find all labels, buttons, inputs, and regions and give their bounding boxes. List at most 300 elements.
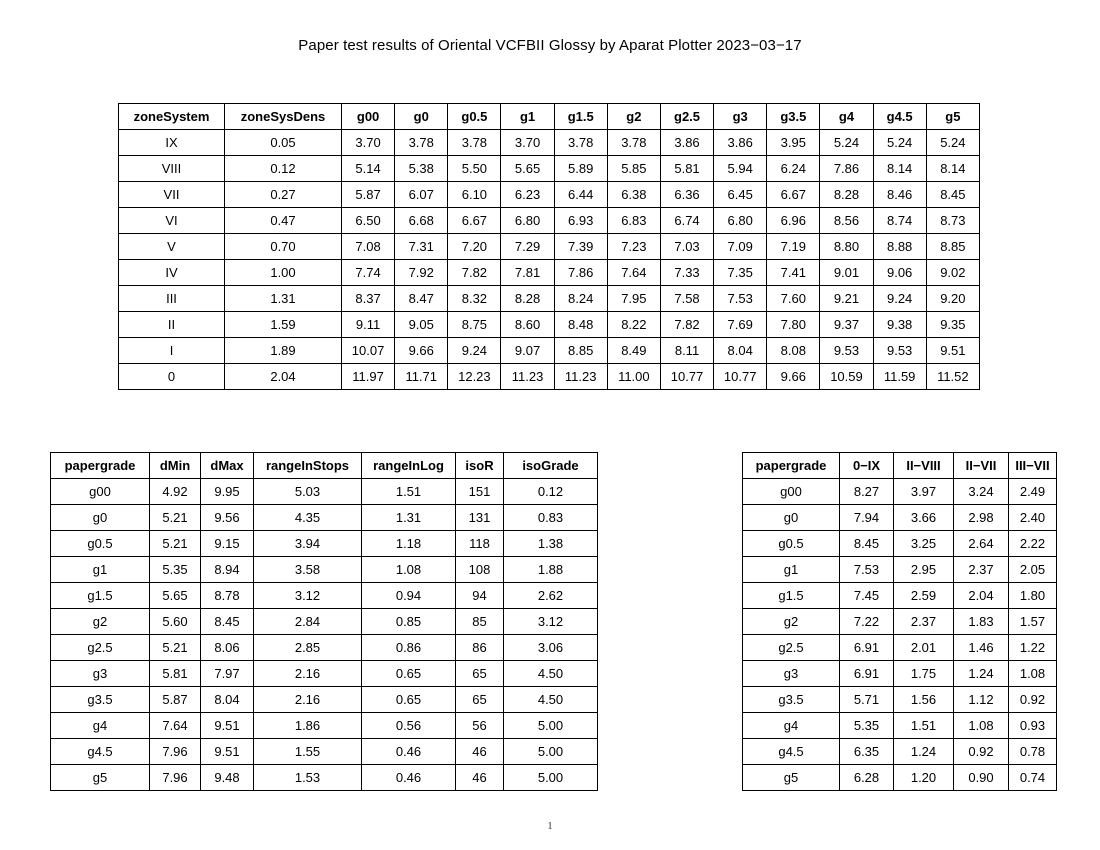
zone_table-cell: 8.04	[714, 338, 767, 364]
zone_table-cell: 7.86	[820, 156, 873, 182]
zone_table-cell: 8.48	[554, 312, 607, 338]
zone_range_table-cell: 3.97	[894, 479, 954, 505]
zone_table-cell: 9.35	[926, 312, 979, 338]
grade_table-cell: 0.94	[362, 583, 456, 609]
zone_range_table-cell: g2	[743, 609, 840, 635]
grade_table-cell: 2.16	[254, 687, 362, 713]
zone_range_table-row	[743, 661, 1057, 687]
grade_table-cell: 5.65	[150, 583, 201, 609]
zone_table-cell: 10.07	[342, 338, 395, 364]
zone_range_table-row	[743, 479, 1057, 505]
zone_table-cell: 5.38	[395, 156, 448, 182]
zone_table-cell: III	[119, 286, 225, 312]
zone_range_table-row	[743, 531, 1057, 557]
grade_table-cell: g2.5	[51, 635, 150, 661]
zone_table-cell: 6.83	[607, 208, 660, 234]
grade_table-cell: 4.92	[150, 479, 201, 505]
zone_table-row	[119, 364, 980, 390]
zone-system-density-table	[118, 103, 980, 390]
grade_table-cell: 7.96	[150, 739, 201, 765]
zone_range_table-cell: 8.27	[840, 479, 894, 505]
zone_table-cell: 9.66	[395, 338, 448, 364]
zone_range_table-cell: 0.90	[954, 765, 1009, 791]
grade_table-cell: 9.48	[201, 765, 254, 791]
grade_table-cell: g5	[51, 765, 150, 791]
zone_range_table-cell: 1.08	[954, 713, 1009, 739]
zone_table-cell: 3.70	[501, 130, 554, 156]
zone_table-cell: 9.20	[926, 286, 979, 312]
zone_table-cell: 7.41	[767, 260, 820, 286]
zone_range_table-cell: 1.51	[894, 713, 954, 739]
grade_table-cell: 4.50	[504, 661, 598, 687]
zone_table-cell: 9.24	[873, 286, 926, 312]
zone_range_table-cell: 5.71	[840, 687, 894, 713]
grade_table-cell: 5.60	[150, 609, 201, 635]
zone_table-cell: 6.67	[448, 208, 501, 234]
zone_table-cell: 7.29	[501, 234, 554, 260]
grade_table-row	[51, 765, 598, 791]
zone_table-header-cell: g3.5	[767, 104, 820, 130]
zone_table-cell: 8.47	[395, 286, 448, 312]
zone_range_table-cell: g2.5	[743, 635, 840, 661]
zone_table-cell: VIII	[119, 156, 225, 182]
zone_range_table-cell: 1.57	[1009, 609, 1057, 635]
grade_table-cell: 8.94	[201, 557, 254, 583]
grade_table-header-cell: isoR	[456, 453, 504, 479]
zone_table-cell: V	[119, 234, 225, 260]
zone_range_table-cell: 3.66	[894, 505, 954, 531]
zone_table-cell: 7.69	[714, 312, 767, 338]
grade_table-cell: 1.51	[362, 479, 456, 505]
grade_table-cell: 3.94	[254, 531, 362, 557]
zone_table-header-cell: g4	[820, 104, 873, 130]
zone_table-cell: 7.95	[607, 286, 660, 312]
zone_range_table-cell: 1.22	[1009, 635, 1057, 661]
grade_table-cell: 108	[456, 557, 504, 583]
zone_table-cell: VII	[119, 182, 225, 208]
zone_table-header-cell: g1	[501, 104, 554, 130]
grade_table-cell: 5.21	[150, 635, 201, 661]
zone_table-cell: 7.09	[714, 234, 767, 260]
zone_table-cell: IX	[119, 130, 225, 156]
zone_range_table-cell: 0.93	[1009, 713, 1057, 739]
zone_table-cell: 8.22	[607, 312, 660, 338]
zone_table-cell: 7.86	[554, 260, 607, 286]
zone_table-cell: 8.28	[820, 182, 873, 208]
grade_table-cell: 5.00	[504, 765, 598, 791]
zone_table-header-cell: g2	[607, 104, 660, 130]
grade_table-cell: 0.85	[362, 609, 456, 635]
grade_table-cell: g0.5	[51, 531, 150, 557]
zone_table-cell: 5.24	[926, 130, 979, 156]
zone_range_table-cell: 2.64	[954, 531, 1009, 557]
zone_table-cell: 6.80	[714, 208, 767, 234]
zone_table-cell: 11.59	[873, 364, 926, 390]
grade_table-cell: g3	[51, 661, 150, 687]
zone_table-cell: 6.23	[501, 182, 554, 208]
zone_table-cell: 8.28	[501, 286, 554, 312]
zone_table-cell: 3.78	[395, 130, 448, 156]
grade_table-cell: 9.15	[201, 531, 254, 557]
zone_range_table-cell: 8.45	[840, 531, 894, 557]
zone_table-cell: 8.80	[820, 234, 873, 260]
zone_table-header-cell: g0	[395, 104, 448, 130]
zone_table-cell: 9.53	[873, 338, 926, 364]
zone_range_table-cell: g0.5	[743, 531, 840, 557]
grade_table-row	[51, 609, 598, 635]
grade_table-cell: 0.12	[504, 479, 598, 505]
zone_range_table-cell: 0.78	[1009, 739, 1057, 765]
grade_table-row	[51, 713, 598, 739]
grade_table-cell: 46	[456, 739, 504, 765]
zone_table-cell: 2.04	[225, 364, 342, 390]
zone_range_table-cell: 0.92	[1009, 687, 1057, 713]
zone_range_table-cell: 3.25	[894, 531, 954, 557]
zone_range_table-cell: 2.04	[954, 583, 1009, 609]
grade_table-cell: g3.5	[51, 687, 150, 713]
grade_table-header-cell: dMax	[201, 453, 254, 479]
zone_table-cell: 11.97	[342, 364, 395, 390]
grade_table-cell: 3.12	[254, 583, 362, 609]
grade_table-cell: 8.06	[201, 635, 254, 661]
grade_table-cell: 2.62	[504, 583, 598, 609]
zone_table-cell: 9.66	[767, 364, 820, 390]
grade_table-cell: 1.55	[254, 739, 362, 765]
zone_table-cell: 1.89	[225, 338, 342, 364]
grade_table-row	[51, 531, 598, 557]
zone_table-cell: 3.86	[660, 130, 713, 156]
zone_table-cell: 8.08	[767, 338, 820, 364]
grade_table-row	[51, 557, 598, 583]
zone_table-cell: 8.49	[607, 338, 660, 364]
grade_table-cell: 3.12	[504, 609, 598, 635]
grade_table-cell: 65	[456, 687, 504, 713]
grade_table-cell: 3.58	[254, 557, 362, 583]
zone_range_table-row	[743, 635, 1057, 661]
zone_table-row	[119, 338, 980, 364]
zone_table-cell: 11.52	[926, 364, 979, 390]
zone_table-cell: 3.95	[767, 130, 820, 156]
zone_table-cell: 0.70	[225, 234, 342, 260]
zone_table-header-cell: g4.5	[873, 104, 926, 130]
zone_range_table-cell: 7.45	[840, 583, 894, 609]
grade_table-cell: 86	[456, 635, 504, 661]
zone_table-cell: 6.36	[660, 182, 713, 208]
zone_table-header-cell: zoneSysDens	[225, 104, 342, 130]
zone_table-cell: 7.33	[660, 260, 713, 286]
zone_table-cell: 5.89	[554, 156, 607, 182]
zone_range_table-cell: 1.56	[894, 687, 954, 713]
zone_table-cell: 3.70	[342, 130, 395, 156]
zone_table-cell: 9.06	[873, 260, 926, 286]
zone_table-cell: 7.60	[767, 286, 820, 312]
grade_table-cell: 0.46	[362, 765, 456, 791]
grade_table-header-cell: isoGrade	[504, 453, 598, 479]
zone_table-header-cell: zoneSystem	[119, 104, 225, 130]
zone_range_table-header-cell: 0−IX	[840, 453, 894, 479]
zone_table-cell: 6.74	[660, 208, 713, 234]
grade_table-cell: 2.85	[254, 635, 362, 661]
zone_range_table-cell: 7.53	[840, 557, 894, 583]
zone_table-cell: 0.12	[225, 156, 342, 182]
zone_table-cell: II	[119, 312, 225, 338]
zone_table-cell: 7.20	[448, 234, 501, 260]
zone_table-row	[119, 260, 980, 286]
zone_table-row	[119, 208, 980, 234]
grade_table-header-row	[51, 453, 598, 479]
grade_table-cell: 2.16	[254, 661, 362, 687]
zone_range_table-cell: 2.98	[954, 505, 1009, 531]
zone_table-cell: 11.23	[501, 364, 554, 390]
zone_table-row	[119, 156, 980, 182]
zone_table-cell: 9.02	[926, 260, 979, 286]
zone_table-cell: 6.44	[554, 182, 607, 208]
zone_table-cell: 9.11	[342, 312, 395, 338]
grade_table-cell: 8.78	[201, 583, 254, 609]
zone_range_table-cell: 2.95	[894, 557, 954, 583]
grade_table-cell: 5.81	[150, 661, 201, 687]
zone_table-cell: 5.85	[607, 156, 660, 182]
zone_range_table-cell: 1.24	[954, 661, 1009, 687]
grade_table-cell: 46	[456, 765, 504, 791]
grade_table-cell: 1.86	[254, 713, 362, 739]
zone_table-row	[119, 182, 980, 208]
zone_table-cell: 3.78	[554, 130, 607, 156]
zone_table-cell: 7.23	[607, 234, 660, 260]
zone_table-cell: 1.31	[225, 286, 342, 312]
zone_table-cell: 6.10	[448, 182, 501, 208]
zone_table-cell: 5.24	[820, 130, 873, 156]
zone_table-row	[119, 234, 980, 260]
zone_table-cell: 7.64	[607, 260, 660, 286]
zone_table-cell: 3.86	[714, 130, 767, 156]
grade_table-cell: 8.45	[201, 609, 254, 635]
zone_range_table-cell: 7.94	[840, 505, 894, 531]
grade_table-cell: 0.46	[362, 739, 456, 765]
zone_table-cell: 0.47	[225, 208, 342, 234]
zone_table-cell: 8.45	[926, 182, 979, 208]
zone_range_table-cell: 1.12	[954, 687, 1009, 713]
zone_range_table-cell: 1.20	[894, 765, 954, 791]
zone_table-cell: 7.19	[767, 234, 820, 260]
zone_range_table-cell: 6.91	[840, 661, 894, 687]
zone_table-cell: 1.00	[225, 260, 342, 286]
zone_table-cell: 8.75	[448, 312, 501, 338]
zone_table-cell: 3.78	[448, 130, 501, 156]
zone_range_table-header-cell: III−VII	[1009, 453, 1057, 479]
grade_table-cell: 9.56	[201, 505, 254, 531]
zone_table-cell: 6.67	[767, 182, 820, 208]
zone_table-cell: 9.38	[873, 312, 926, 338]
zone_table-cell: 0.05	[225, 130, 342, 156]
grade_table-cell: 5.35	[150, 557, 201, 583]
zone_table-cell: 5.50	[448, 156, 501, 182]
grade_table-cell: 0.83	[504, 505, 598, 531]
zone_table-cell: 11.71	[395, 364, 448, 390]
zone_range_table-row	[743, 713, 1057, 739]
grade_table-cell: 118	[456, 531, 504, 557]
grade_table-cell: 1.08	[362, 557, 456, 583]
zone_range_table-cell: g4	[743, 713, 840, 739]
zone_table-cell: 6.24	[767, 156, 820, 182]
grade_table-cell: 4.50	[504, 687, 598, 713]
zone_table-row	[119, 286, 980, 312]
zone_table-cell: 8.60	[501, 312, 554, 338]
zone_table-cell: 8.74	[873, 208, 926, 234]
zone_table-cell: 8.46	[873, 182, 926, 208]
grade_table-cell: 0.56	[362, 713, 456, 739]
grade_table-cell: 9.51	[201, 713, 254, 739]
zone_range_table-cell: 1.08	[1009, 661, 1057, 687]
zone_table-cell: 8.85	[554, 338, 607, 364]
zone_table-cell: 7.74	[342, 260, 395, 286]
grade_table-cell: 151	[456, 479, 504, 505]
grade_table-cell: 1.31	[362, 505, 456, 531]
zone_range_table-cell: g1.5	[743, 583, 840, 609]
zone_table-cell: VI	[119, 208, 225, 234]
grade_table-cell: 56	[456, 713, 504, 739]
zone_table-cell: 5.87	[342, 182, 395, 208]
zone_range_table-cell: 6.35	[840, 739, 894, 765]
grade_table-cell: g00	[51, 479, 150, 505]
zone_table-cell: 8.32	[448, 286, 501, 312]
zone_range_table-cell: 2.40	[1009, 505, 1057, 531]
zone_range_table-cell: 2.01	[894, 635, 954, 661]
zone_range_table-cell: 2.05	[1009, 557, 1057, 583]
zone_range_table-cell: 1.80	[1009, 583, 1057, 609]
zone_table-cell: 7.35	[714, 260, 767, 286]
grade_table-cell: 4.35	[254, 505, 362, 531]
zone_table-cell: 6.07	[395, 182, 448, 208]
zone_table-cell: 5.94	[714, 156, 767, 182]
zone_table-cell: 5.24	[873, 130, 926, 156]
zone_range_table-cell: 1.24	[894, 739, 954, 765]
zone_range_table-cell: 1.46	[954, 635, 1009, 661]
zone_range_table-cell: 1.75	[894, 661, 954, 687]
grade_table-header-cell: rangeInLog	[362, 453, 456, 479]
zone_table-cell: 7.53	[714, 286, 767, 312]
paper-grade-range-table	[50, 452, 598, 791]
zone_range_table-header-cell: II−VII	[954, 453, 1009, 479]
zone_table-cell: 0	[119, 364, 225, 390]
zone_table-cell: 9.07	[501, 338, 554, 364]
zone_table-cell: 7.92	[395, 260, 448, 286]
grade_table-cell: 8.04	[201, 687, 254, 713]
zone_table-cell: 6.96	[767, 208, 820, 234]
zone_table-cell: 0.27	[225, 182, 342, 208]
grade_table-cell: g0	[51, 505, 150, 531]
zone_table-cell: IV	[119, 260, 225, 286]
zone_table-cell: 9.51	[926, 338, 979, 364]
zone_table-cell: I	[119, 338, 225, 364]
grade_table-header-cell: dMin	[150, 453, 201, 479]
zone_table-cell: 8.11	[660, 338, 713, 364]
zone_range_table-cell: 5.35	[840, 713, 894, 739]
zone_table-cell: 7.82	[448, 260, 501, 286]
zone_table-cell: 7.31	[395, 234, 448, 260]
zone_range_table-row	[743, 557, 1057, 583]
grade_table-cell: 5.00	[504, 713, 598, 739]
zone_table-cell: 8.14	[873, 156, 926, 182]
zone_table-cell: 3.78	[607, 130, 660, 156]
zone_table-cell: 12.23	[448, 364, 501, 390]
grade_table-cell: 5.87	[150, 687, 201, 713]
grade_table-cell: 85	[456, 609, 504, 635]
grade_table-cell: 1.53	[254, 765, 362, 791]
zone_table-header-cell: g0.5	[448, 104, 501, 130]
grade_table-cell: 7.97	[201, 661, 254, 687]
zone_table-cell: 5.65	[501, 156, 554, 182]
zone_range_table-cell: g3	[743, 661, 840, 687]
zone_range_table-cell: g3.5	[743, 687, 840, 713]
zone_table-cell: 8.88	[873, 234, 926, 260]
zone_table-cell: 9.05	[395, 312, 448, 338]
grade_table-cell: 2.84	[254, 609, 362, 635]
zone_range_table-cell: 2.59	[894, 583, 954, 609]
zone_table-cell: 11.23	[554, 364, 607, 390]
grade_table-cell: 0.65	[362, 661, 456, 687]
zone_table-cell: 8.37	[342, 286, 395, 312]
zone_table-header-row	[119, 104, 980, 130]
zone_range_table-header-cell: II−VIII	[894, 453, 954, 479]
zone_table-cell: 7.58	[660, 286, 713, 312]
zone_table-row	[119, 130, 980, 156]
zone_table-cell: 8.24	[554, 286, 607, 312]
zone_table-header-cell: g2.5	[660, 104, 713, 130]
zone_range_table-row	[743, 765, 1057, 791]
zone_table-cell: 8.85	[926, 234, 979, 260]
grade_table-cell: 7.64	[150, 713, 201, 739]
grade_table-cell: g1	[51, 557, 150, 583]
grade_table-cell: g1.5	[51, 583, 150, 609]
zone_range_table-row	[743, 505, 1057, 531]
zone_range_table-cell: 2.37	[954, 557, 1009, 583]
zone_range_table-cell: g1	[743, 557, 840, 583]
zone_range_table-row	[743, 583, 1057, 609]
grade_table-row	[51, 505, 598, 531]
grade_table-cell: 7.96	[150, 765, 201, 791]
zone_table-cell: 11.00	[607, 364, 660, 390]
grade_table-cell: 94	[456, 583, 504, 609]
zone_range_table-cell: 0.74	[1009, 765, 1057, 791]
zone_table-header-cell: g3	[714, 104, 767, 130]
zone_table-cell: 8.14	[926, 156, 979, 182]
zone_table-cell: 6.80	[501, 208, 554, 234]
grade_table-cell: 0.65	[362, 687, 456, 713]
grade_table-cell: 65	[456, 661, 504, 687]
grade_table-cell: 1.38	[504, 531, 598, 557]
zone_range_table-cell: 6.91	[840, 635, 894, 661]
grade_table-cell: 5.21	[150, 531, 201, 557]
grade_table-cell: g4.5	[51, 739, 150, 765]
zone-interval-range-table	[742, 452, 1057, 791]
grade_table-cell: g2	[51, 609, 150, 635]
zone_table-cell: 1.59	[225, 312, 342, 338]
zone_range_table-row	[743, 609, 1057, 635]
grade_table-row	[51, 687, 598, 713]
grade_table-cell: 1.88	[504, 557, 598, 583]
zone_range_table-row	[743, 687, 1057, 713]
zone_table-cell: 7.39	[554, 234, 607, 260]
grade_table-cell: 1.18	[362, 531, 456, 557]
grade_table-cell: 9.95	[201, 479, 254, 505]
zone_range_table-cell: g0	[743, 505, 840, 531]
grade_table-cell: 5.03	[254, 479, 362, 505]
zone_range_table-cell: 3.24	[954, 479, 1009, 505]
zone_table-header-cell: g5	[926, 104, 979, 130]
zone_table-cell: 9.01	[820, 260, 873, 286]
grade_table-row	[51, 661, 598, 687]
